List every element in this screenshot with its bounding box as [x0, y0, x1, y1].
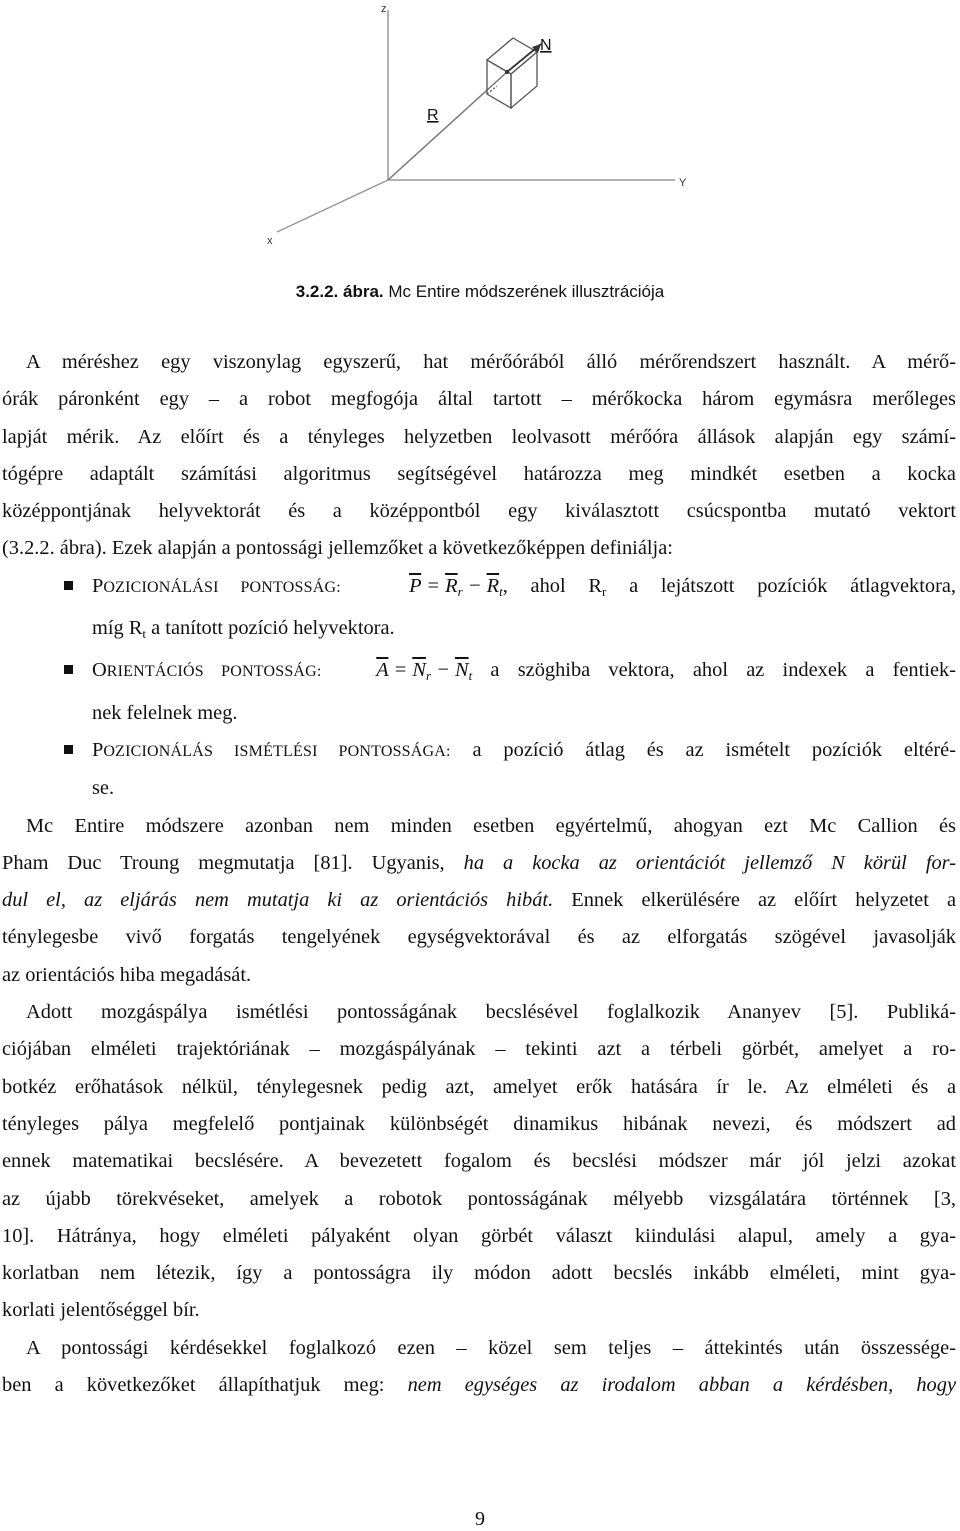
page-number: 9 — [475, 1508, 485, 1530]
bullet-square-icon — [64, 665, 73, 674]
bullet-line: se. — [92, 777, 115, 800]
text-line: az újabb törekvéseket, amelyek a robotok pontosságának mélyebb vizsgálatára történnek [3, — [2, 1187, 956, 1210]
text-line: korlatban nem létezik, így a pontosságra ily módon adott becslés inkább elméleti, mint gya- — [2, 1262, 956, 1285]
caption-number: 3.2.2. ábra. — [295, 282, 384, 301]
text-line: Mc Entire módszere azonban nem minden esetben egyértelmű, ahogyan ezt Mc Callion és — [26, 814, 956, 837]
bullet-repeatability — [2, 732, 956, 808]
bullet-square-icon — [64, 581, 73, 590]
bullet-line: ORIENTÁCIÓS PONTOSSÁG: $\overline{A} = \overline{N}_r - \overline{N}_t$ a szöghiba vektora, ahol az indexek a fentiek- — [92, 652, 956, 694]
bullet-line: POZICIONÁLÁSI PONTOSSÁG: $\overline{P} = \overline{R}_r - \overline{R}_t$, ahol Rr a lejátszott pozíciók átlagvektora, — [92, 568, 956, 610]
text-line: tógépre adaptált számítási algoritmus segítségével határozza meg mindkét esetben a kocka — [2, 462, 956, 485]
x-axis — [277, 180, 388, 232]
figure-caption — [0, 282, 960, 302]
caption-text: Mc Entire módszerének illusztrációja — [388, 282, 665, 301]
body-text — [2, 344, 956, 1404]
bullet-line: POZICIONÁLÁS ISMÉTLÉSI PONTOSSÁGA: a pozíció átlag és az ismételt pozíciók eltéré- — [92, 738, 956, 761]
text-line: botkéz erőhatások nélkül, ténylegesnek pedig azt, amelyet erők hatására ír le. Az elméleti és a — [2, 1075, 956, 1098]
cube — [487, 38, 537, 108]
text-line: dul el, az eljárás nem mutatja ki az orientációs hibát. Ennek elkerülésére az előírt helyzetet a — [2, 889, 957, 912]
formula-a: $\overline{A} = \overline{N}_r - \overline{N}_t$ — [376, 659, 473, 684]
text-line: Adott mozgáspálya ismétlési pontosságának becslésével foglalkozik Ananyev [5]. Publiká- — [26, 1001, 956, 1024]
bullet-orientation-accuracy — [2, 652, 956, 732]
text-line: Pham Duc Troung megmutatja [81]. Ugyanis, ha a kocka az orientációt jellemző N körül for- — [2, 851, 956, 874]
cube-center-point — [505, 70, 509, 74]
paragraph-1 — [2, 344, 956, 568]
paragraph-3 — [2, 994, 956, 1330]
text-line: ennek matematikai becslésére. A bevezetett fogalom és becslési módszer már jól jelzi azokat — [2, 1150, 956, 1173]
text-line: A pontossági kérdésekkel foglalkozó ezen – közel sem teljes – áttekintés után összessége- — [26, 1336, 956, 1359]
z-axis-label: z — [381, 3, 387, 15]
text-line: órák páronként egy – a robot megfogója által tartott – mérőkocka három egymásra merőleges — [2, 388, 956, 411]
text-line: lapját mérik. Az előírt és a tényleges helyzetben leolvasott mérőóra állások alapján egy számí- — [2, 425, 956, 448]
text-line: középpontjának helyvektorát és a középpontból egy kiválasztott csúcspontba mutató vektort — [2, 500, 956, 523]
bullet-line: míg Rt a tanított pozíció helyvektora. — [92, 617, 395, 642]
text-line: korlati jelentőséggel bír. — [2, 1299, 200, 1322]
text-line: ben a következőket állapíthatjuk meg: nem egységes az irodalom abban a kérdésben, hogy — [2, 1374, 956, 1397]
bullet-line: nek felelnek meg. — [92, 701, 238, 724]
text-line: ciójában elméleti trajektóriának – mozgáspályának – tekinti azt a térbeli görbét, amelyet a ro- — [2, 1038, 956, 1061]
r-vector — [388, 72, 507, 180]
text-line: ténylegesbe vivő forgatás tengelyének egységvektorával és az elforgatás szögével javasolják — [2, 926, 956, 949]
text-line: A méréshez egy viszonylag egyszerű, hat mérőórából álló mérőrendszert használt. A mérő- — [26, 351, 956, 373]
y-axis-label: Y — [679, 177, 687, 189]
text-line: (3.2.2. ábra). Ezek alapján a pontossági jellemzőket a következőképpen definiálja: — [2, 537, 673, 560]
n-vector-label: N — [540, 37, 552, 54]
paragraph-2 — [2, 808, 956, 994]
text-line: tényleges pálya megfelelő pontjainak különbségét dinamikus hibának nevezi, és módszert ad — [2, 1112, 956, 1135]
text-line: 10]. Hátránya, hogy elméleti pályaként olyan görbét választ kiindulási alapul, amely a gya- — [2, 1224, 956, 1247]
paragraph-4 — [2, 1330, 956, 1405]
figure-coordinate-diagram — [255, 0, 705, 262]
text-line: az orientációs hiba megadását. — [2, 963, 252, 986]
bullet-positional-accuracy — [2, 568, 956, 653]
bullet-square-icon — [64, 745, 73, 754]
r-vector-label: R — [427, 107, 439, 124]
formula-p: $\overline{P} = \overline{R}_r - \overline{R}_t$ — [409, 574, 503, 599]
x-axis-label: x — [267, 235, 273, 247]
figure-svg — [255, 0, 705, 262]
